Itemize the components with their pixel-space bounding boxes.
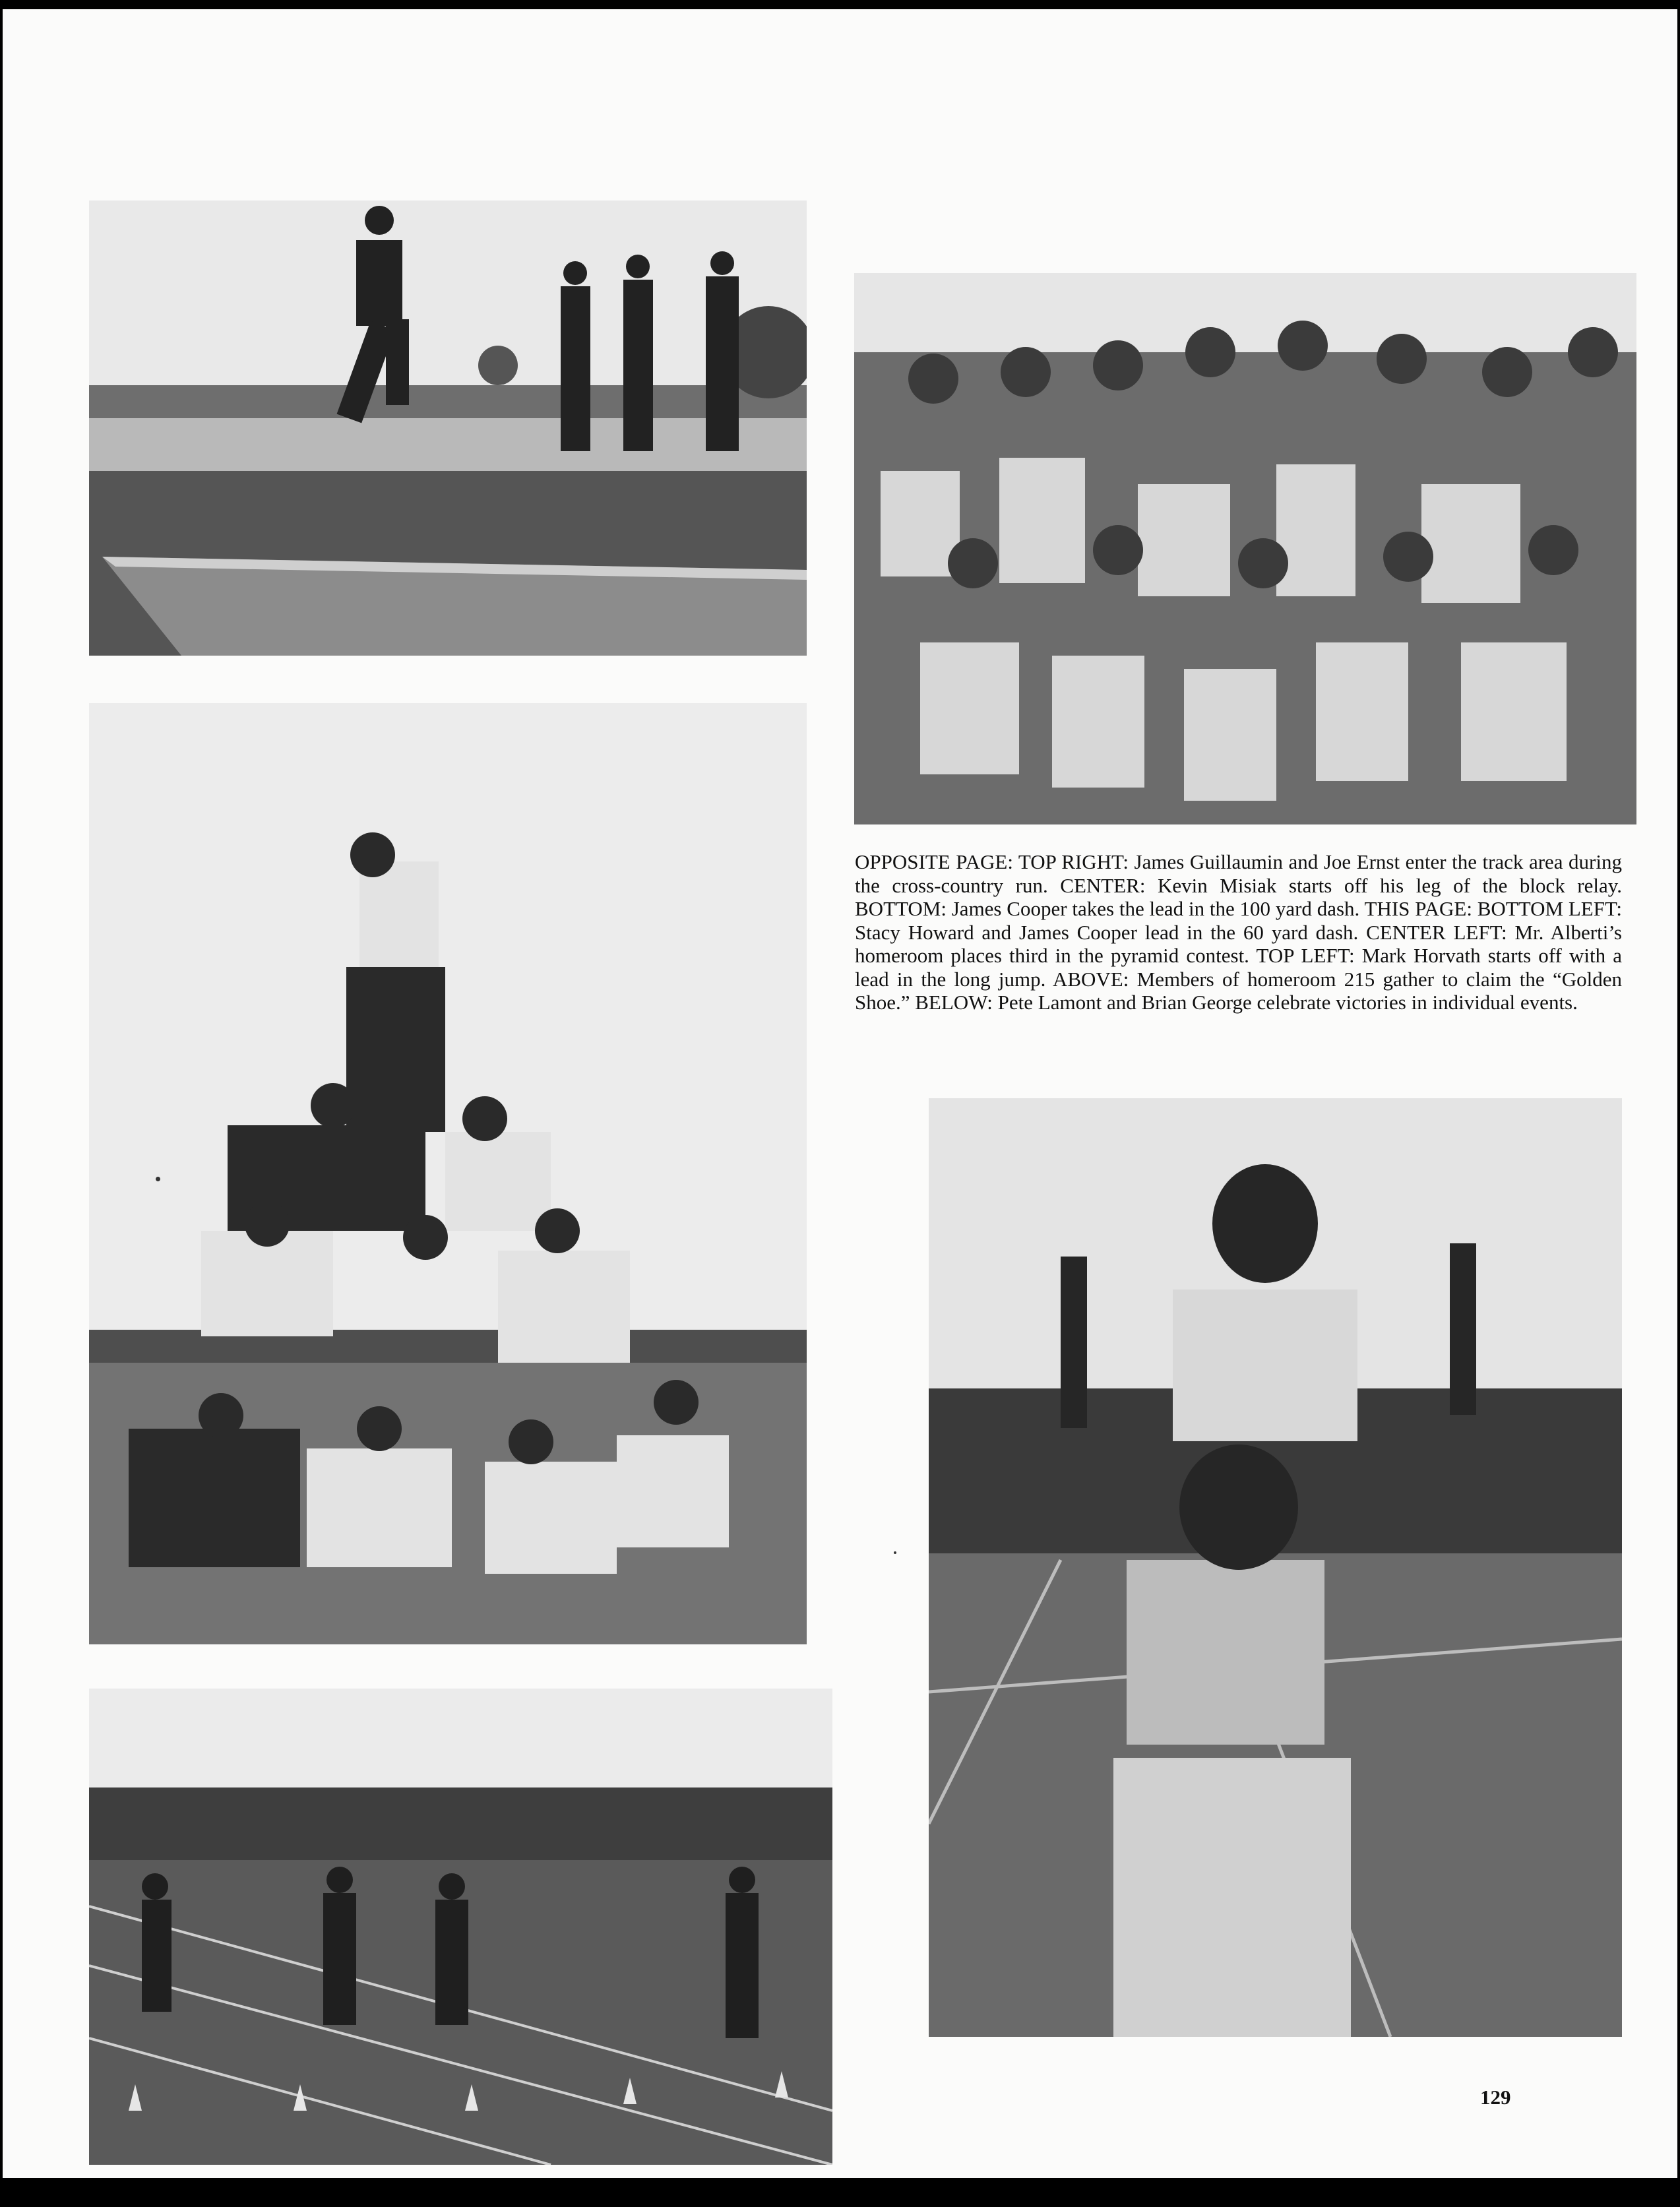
page-number: 129	[1480, 2086, 1511, 2109]
yearbook-page	[3, 9, 1677, 2178]
print-speck	[894, 1551, 896, 1554]
pyramid-photo	[89, 703, 807, 1644]
print-speck	[156, 1177, 160, 1181]
long-jump-photo	[89, 201, 807, 656]
celebration-photo	[929, 1098, 1622, 2037]
dash-race-photo	[89, 1689, 832, 2165]
homeroom-group-photo	[854, 273, 1636, 824]
photo-caption: OPPOSITE PAGE: TOP RIGHT: James Guillaumin and Joe Ernst enter the track area during the cross-country run. CENTER: Kevin Misiak starts off his leg of the block relay. BOTTOM: James Cooper takes the lead in the 100 yard dash. THIS PAGE: BOTTOM LEFT: Stacy Howard and James Cooper lead in the 60 yard dash. CENTER LEFT: Mr. Alberti’s homeroom places third in the pyramid contest. TOP LEFT: Mark Horvath starts off with a lead in the long jump. ABOVE: Members of homeroom 215 gather to claim the “Golden Shoe.” BELOW: Pete Lamont and Brian George celebrate victories in individual events.	[855, 850, 1622, 1014]
